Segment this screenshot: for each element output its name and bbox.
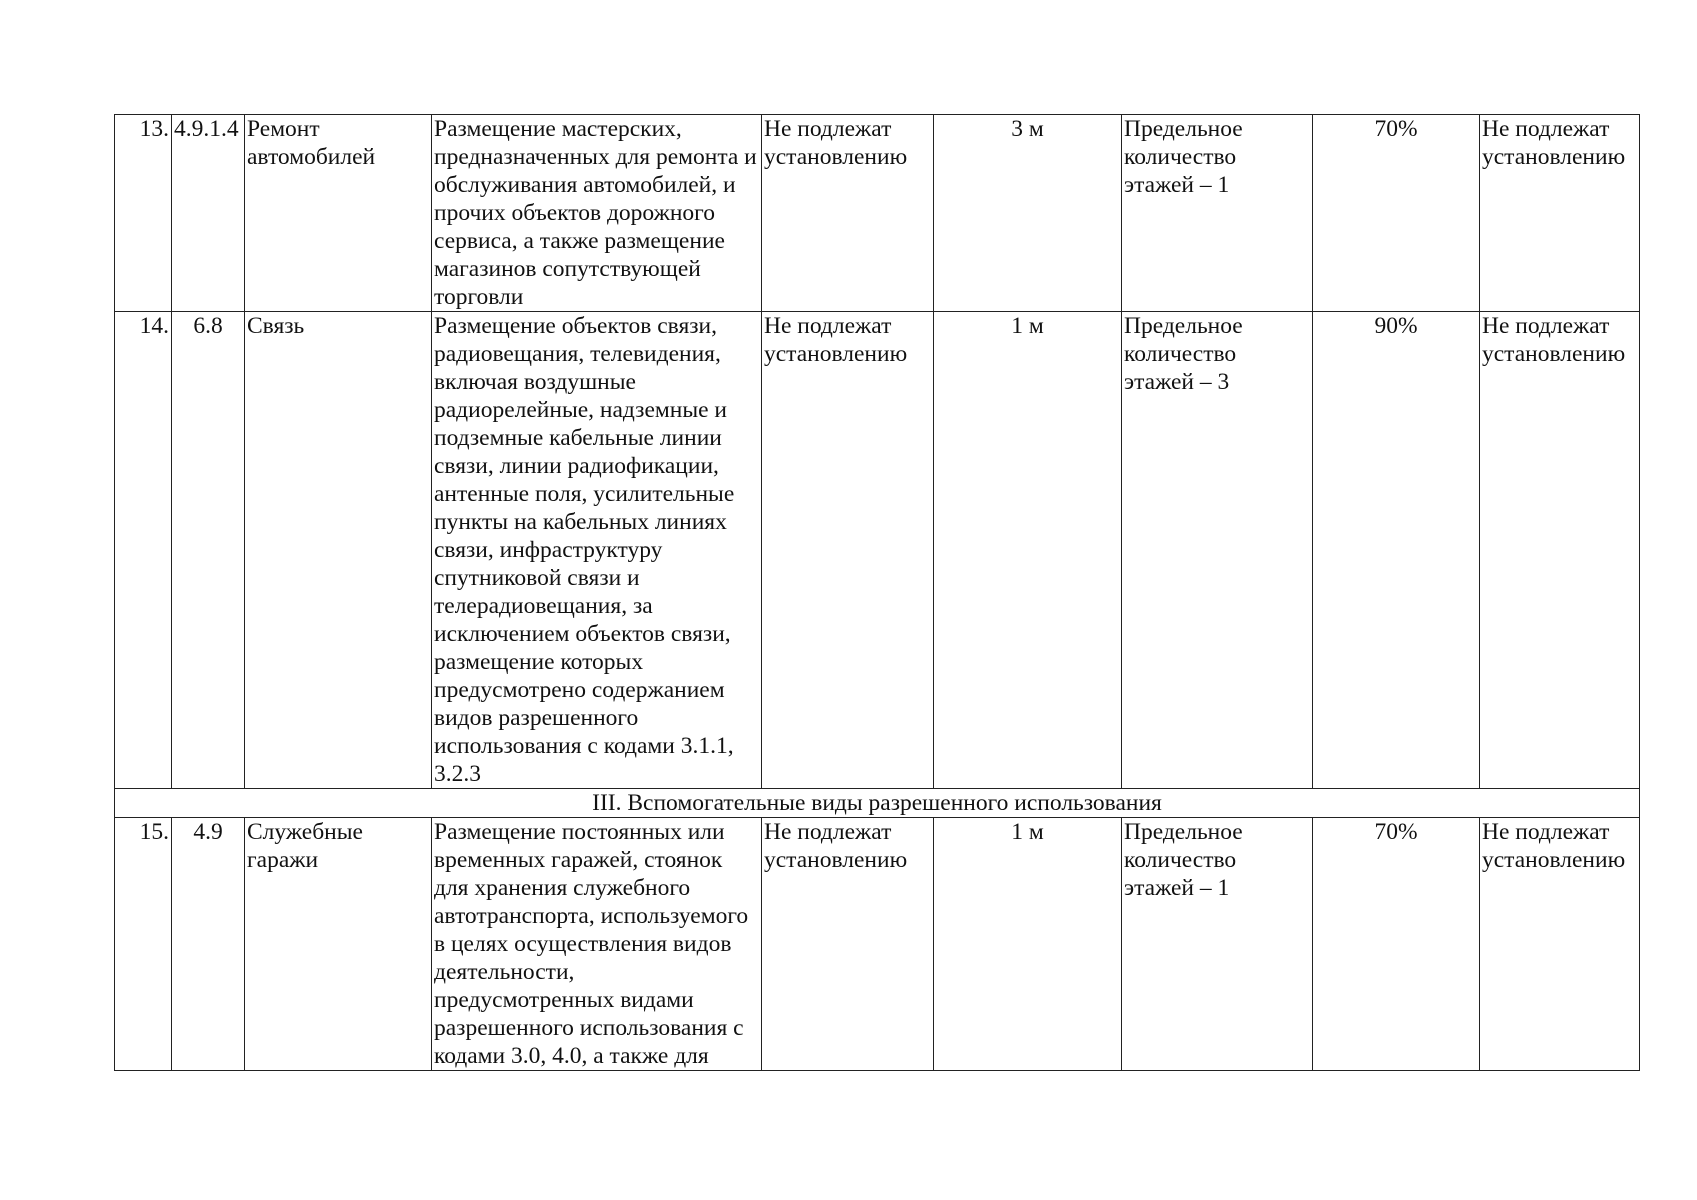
table-row [115,115,1640,312]
use-code: 4.9.1.4 [172,115,245,312]
use-description: Размещение объектов связи, радиовещания, телевидения, включая воздушные радиорелейные, надземные и подземные кабельные линии связи, линии радиофикации, антенные поля, усилительные пункты на кабельных линиях связи, инфраструктуру спутниковой связи и телерадиовещания, за исключением объектов связи, размещение которых предусмотрено содержанием видов разрешенного использования с кодами 3.1.1, 3.2.3 [432,312,762,789]
max-coverage: 70% [1313,115,1480,312]
max-floors: Предельное количество этажей – 1 [1122,115,1313,312]
min-setback: 1 м [934,312,1122,789]
use-code: 6.8 [172,312,245,789]
section-heading-row [115,789,1640,818]
plot-area-limit: Не подлежат установлению [762,115,934,312]
table-row [115,818,1640,1071]
plot-area-limit: Не подлежат установлению [762,312,934,789]
min-setback: 1 м [934,818,1122,1071]
use-name: Ремонт автомобилей [245,115,432,312]
section-heading: III. Вспомогательные виды разрешенного использования [115,789,1640,818]
max-coverage: 70% [1313,818,1480,1071]
max-floors: Предельное количество этажей – 3 [1122,312,1313,789]
plot-area-limit: Не подлежат установлению [762,818,934,1071]
use-description: Размещение мастерских, предназначенных для ремонта и обслуживания автомобилей, и прочих объектов дорожного сервиса, а также размещение магазинов сопутствующей торговли [432,115,762,312]
max-floors: Предельное количество этажей – 1 [1122,818,1313,1071]
row-number: 15. [115,818,172,1071]
land-use-table [114,114,1640,1071]
other-params: Не подлежат установлению [1480,115,1640,312]
min-setback: 3 м [934,115,1122,312]
use-code: 4.9 [172,818,245,1071]
row-number: 14. [115,312,172,789]
max-coverage: 90% [1313,312,1480,789]
other-params: Не подлежат установлению [1480,818,1640,1071]
row-number: 13. [115,115,172,312]
use-name: Связь [245,312,432,789]
use-name: Служебные гаражи [245,818,432,1071]
other-params: Не подлежат установлению [1480,312,1640,789]
use-description: Размещение постоянных или временных гаражей, стоянок для хранения служебного автотранспорта, используемого в целях осуществления видов деятельности, предусмотренных видами разрешенного использования с кодами 3.0, 4.0, а также для [432,818,762,1071]
table-row [115,312,1640,789]
